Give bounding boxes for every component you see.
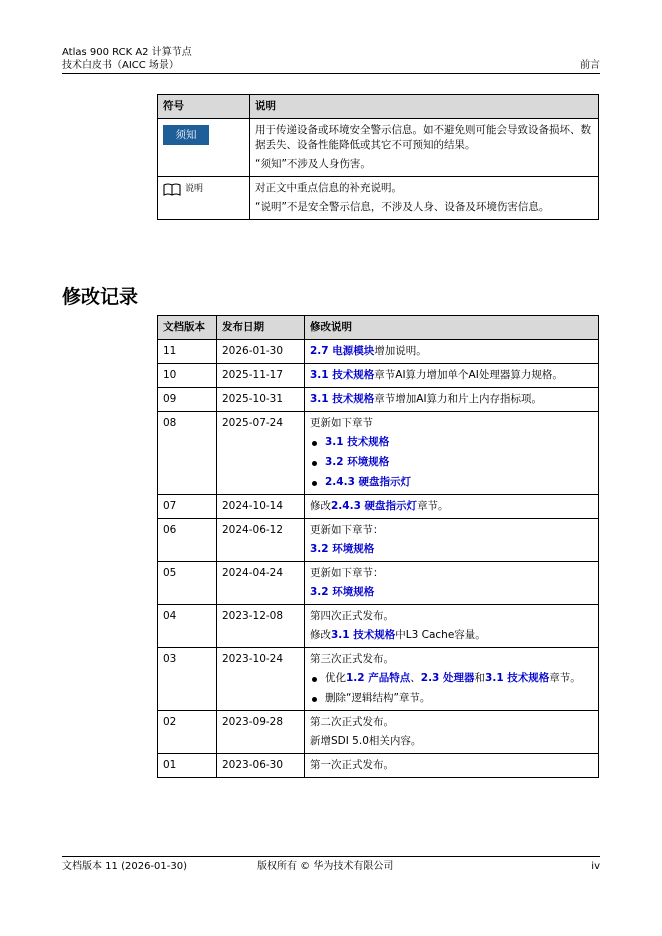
notice-description-note: “须知”不涉及人身伤害。 xyxy=(255,158,371,170)
date-cell: 2024-04-24 xyxy=(217,562,305,605)
footer-divider xyxy=(62,856,600,857)
date-cell: 2023-09-28 xyxy=(217,711,305,754)
version-cell: 03 xyxy=(158,648,217,711)
footer-version: 文档版本 11 (2026-01-30) xyxy=(62,861,187,872)
table-row xyxy=(158,412,599,495)
section-link[interactable]: 3.2 环境规格 xyxy=(310,543,375,555)
section-link[interactable]: 3.2 环境规格 xyxy=(325,456,390,468)
change-text: 新增SDI 5.0相关内容。 xyxy=(310,735,422,747)
section-link[interactable]: 2.4.3 硬盘指示灯 xyxy=(331,500,418,512)
version-cell: 07 xyxy=(158,495,217,519)
note-description-note: “说明”不是安全警示信息，不涉及人身、设备及环境伤害信息。 xyxy=(255,201,550,213)
table-row xyxy=(158,754,599,778)
date-cell: 2025-10-31 xyxy=(217,388,305,412)
change-text: 更新如下章节： xyxy=(310,524,384,536)
book-icon xyxy=(163,183,181,197)
date-cell: 2025-07-24 xyxy=(217,412,305,495)
section-link[interactable]: 2.4.3 硬盘指示灯 xyxy=(325,476,412,488)
change-text: 优化 xyxy=(325,672,346,684)
table-header-row xyxy=(158,316,599,340)
list-item xyxy=(310,475,593,490)
section-link[interactable]: 3.1 技术规格 xyxy=(310,393,375,405)
column-header: 发布日期 xyxy=(217,316,305,340)
table-row xyxy=(158,364,599,388)
change-text: 第三次正式发布。 xyxy=(310,653,394,665)
date-cell: 2023-10-24 xyxy=(217,648,305,711)
list-item xyxy=(310,671,593,686)
change-text: 增加说明。 xyxy=(374,345,427,357)
section-link[interactable]: 3.1 技术规格 xyxy=(331,629,396,641)
list-item xyxy=(310,435,593,450)
change-text: 修改 xyxy=(310,500,331,512)
section-link[interactable]: 1.2 产品特点 xyxy=(346,672,411,684)
change-text: 章节。 xyxy=(549,672,581,684)
change-text: 第二次正式发布。 xyxy=(310,716,394,728)
section-link[interactable]: 3.1 技术规格 xyxy=(485,672,550,684)
table-row xyxy=(158,648,599,711)
table-row xyxy=(158,495,599,519)
table-row xyxy=(158,388,599,412)
list-item xyxy=(310,455,593,470)
section-link[interactable]: 3.2 环境规格 xyxy=(310,586,375,598)
table-row xyxy=(158,340,599,364)
section-link[interactable]: 3.1 技术规格 xyxy=(325,436,390,448)
header-divider xyxy=(62,73,600,74)
version-cell: 02 xyxy=(158,711,217,754)
version-cell: 08 xyxy=(158,412,217,495)
change-text: 更新如下章节 xyxy=(310,417,373,429)
section-link[interactable]: 2.7 电源模块 xyxy=(310,345,375,357)
page-number: iv xyxy=(591,861,600,872)
table-header-row xyxy=(158,95,599,119)
version-cell: 10 xyxy=(158,364,217,388)
date-cell: 2026-01-30 xyxy=(217,340,305,364)
version-cell: 11 xyxy=(158,340,217,364)
change-text: 中L3 Cache容量。 xyxy=(395,629,486,641)
version-cell: 05 xyxy=(158,562,217,605)
date-cell: 2024-06-12 xyxy=(217,519,305,562)
date-cell: 2023-12-08 xyxy=(217,605,305,648)
table-row xyxy=(158,177,599,220)
column-header: 符号 xyxy=(158,95,250,119)
version-cell: 04 xyxy=(158,605,217,648)
date-cell: 2023-06-30 xyxy=(217,754,305,778)
change-text: 章节。 xyxy=(417,500,449,512)
version-cell: 09 xyxy=(158,388,217,412)
table-row xyxy=(158,119,599,177)
date-cell: 2025-11-17 xyxy=(217,364,305,388)
change-list xyxy=(310,435,593,490)
change-list xyxy=(310,671,593,706)
page-header xyxy=(62,46,600,72)
section-link[interactable]: 3.1 技术规格 xyxy=(310,369,375,381)
note-description: 对正文中重点信息的补充说明。 xyxy=(255,182,402,194)
table-row xyxy=(158,562,599,605)
symbol-table xyxy=(157,94,599,220)
header-section: 前言 xyxy=(580,60,600,71)
table-row xyxy=(158,711,599,754)
note-label: 说明 xyxy=(185,184,204,194)
notice-badge: 须知 xyxy=(163,125,209,145)
change-text: 章节AI算力增加单个AI处理器算力规格。 xyxy=(374,369,563,381)
change-text: 、 xyxy=(410,672,421,684)
version-cell: 06 xyxy=(158,519,217,562)
doc-subtitle: 技术白皮书（AICC 场景） xyxy=(62,60,179,71)
change-text: 章节增加AI算力和片上内存指标项。 xyxy=(374,393,543,405)
doc-title: Atlas 900 RCK A2 计算节点 xyxy=(62,47,192,58)
change-text: 删除“逻辑结构”章节。 xyxy=(325,692,431,704)
change-text: 第一次正式发布。 xyxy=(305,754,599,778)
footer-copyright: 版权所有 © 华为技术有限公司 xyxy=(257,861,394,872)
change-text: 和 xyxy=(474,672,486,684)
table-row xyxy=(158,605,599,648)
notice-description: 用于传递设备或环境安全警示信息。如不避免则可能会导致设备损坏、数据丢失、设备性能降低或其它不可预知的结果。 xyxy=(255,124,591,151)
column-header: 文档版本 xyxy=(158,316,217,340)
column-header: 说明 xyxy=(250,95,599,119)
change-text: 修改 xyxy=(310,629,331,641)
change-text: 更新如下章节： xyxy=(310,567,384,579)
table-row xyxy=(158,519,599,562)
change-text: 第四次正式发布。 xyxy=(310,610,394,622)
column-header: 修改说明 xyxy=(305,316,599,340)
revision-history-table xyxy=(157,315,599,778)
note-symbol xyxy=(163,182,244,197)
list-item xyxy=(310,691,593,706)
date-cell: 2024-10-14 xyxy=(217,495,305,519)
section-link[interactable]: 2.3 处理器 xyxy=(420,672,475,684)
version-cell: 01 xyxy=(158,754,217,778)
section-title: 修改记录 xyxy=(62,286,139,308)
